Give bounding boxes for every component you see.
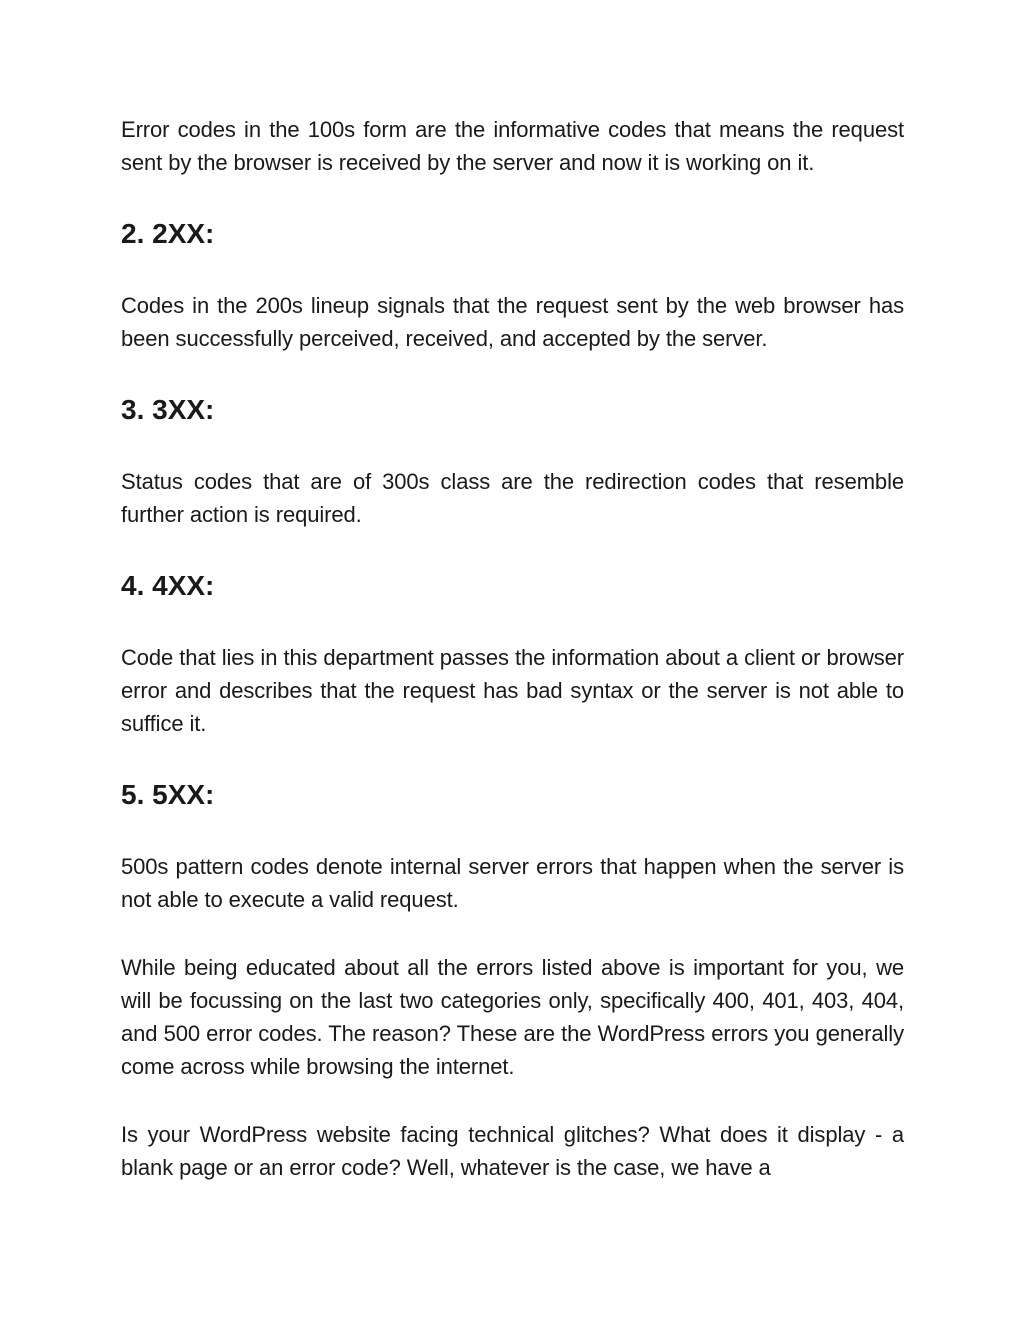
paragraph-closing: Is your WordPress website facing technical glitches? What does it display - a blank page or an error code? Well, whatever is the case, we have a <box>121 1122 904 1180</box>
heading-2xx: 2. 2XX: <box>121 218 215 249</box>
heading-5xx: 5. 5XX: <box>121 779 215 810</box>
paragraph-3xx-description: Status codes that are of 300s class are the redirection codes that resemble further action is required. <box>121 469 904 527</box>
paragraph-focus-categories: While being educated about all the errors listed above is important for you, we will be focussing on the last two categories only, specifically 400, 401, 403, 404, and 500 error codes. The reason? These are the WordPress errors you generally come across while browsing the internet. <box>121 955 904 1079</box>
paragraph-1xx-description: Error codes in the 100s form are the informative codes that means the request sent by the browser is received by the server and now it is working on it. <box>121 117 904 175</box>
heading-3xx: 3. 3XX: <box>121 394 215 425</box>
document-page <box>121 113 904 1184</box>
paragraph-2xx-description: Codes in the 200s lineup signals that the request sent by the web browser has been successfully perceived, received, and accepted by the server. <box>121 293 904 351</box>
paragraph-4xx-description: Code that lies in this department passes the information about a client or browser error and describes that the request has bad syntax or the server is not able to suffice it. <box>121 645 904 736</box>
heading-4xx: 4. 4XX: <box>121 570 215 601</box>
paragraph-5xx-description: 500s pattern codes denote internal server errors that happen when the server is not able to execute a valid request. <box>121 854 904 912</box>
